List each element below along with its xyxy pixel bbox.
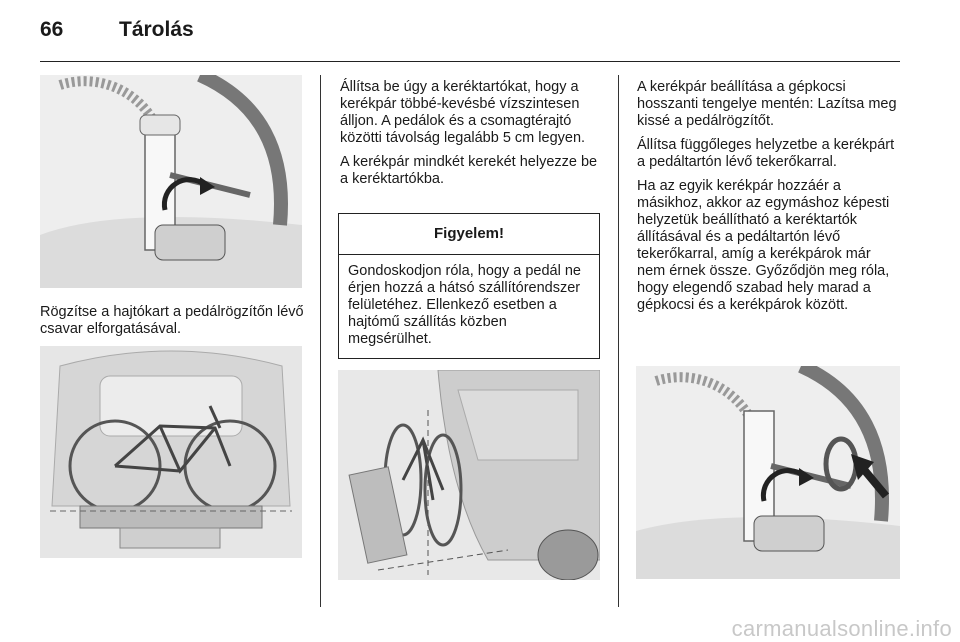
column-2-text xyxy=(340,79,605,195)
bike-on-carrier-illustration xyxy=(40,346,302,558)
paragraph: A kerékpár mindkét kerekét helyezze be a keréktartókba. xyxy=(340,154,598,187)
page-number: 66 xyxy=(40,18,64,41)
header-rule xyxy=(40,61,900,62)
pedal-holder-adjust-illustration xyxy=(636,366,900,579)
column-3-text xyxy=(637,79,902,321)
paragraph: Ha az egyik kerékpár hozzáér a másikhoz, akkor az egymáshoz képesti helyzetük beállítható a keréktartók állításával és a pedáltartón lévő tekerőkarral, amíg a kerékpárok már nem érnek össze. Győződjön meg róla, hogy elegendő szabad hely marad a gépkocsi és a kerékpárok között. xyxy=(637,178,890,313)
paragraph: A kerékpár beállítása a gépkocsi hosszanti tengelye mentén: Lazítsa meg kissé a pedálrögzítőt. xyxy=(637,79,897,129)
column-divider-2 xyxy=(618,75,619,607)
column-1-text xyxy=(40,304,305,345)
paragraph: Rögzítse a hajtókart a pedálrögzítőn lévő csavar elforgatásával. xyxy=(40,304,304,337)
watermark: carmanualsonline.info xyxy=(731,616,952,641)
paragraph: Állítsa be úgy a keréktartókat, hogy a kerékpár többé-kevésbé vízszintesen álljon. A pedálok és a csomagtérajtó közötti távolság legalább 5 cm legyen. xyxy=(340,79,586,146)
paragraph: Állítsa függőleges helyzetbe a kerékpárt a pedáltartón lévő tekerőkarral. xyxy=(637,137,895,170)
warning-text: Gondoskodjon róla, hogy a pedál ne érjen hozzá a hátsó szállítórendszer felületéhez. Ellenkező esetben a hajtómű szállítás közben megsérülhet. xyxy=(348,263,581,347)
car-rear-bike-illustration xyxy=(338,370,600,580)
page-title: Tárolás xyxy=(119,18,194,41)
pedal-clamp-illustration xyxy=(40,75,302,288)
warning-box xyxy=(338,213,600,359)
warning-heading: Figyelem! xyxy=(339,214,599,255)
column-divider-1 xyxy=(320,75,321,607)
